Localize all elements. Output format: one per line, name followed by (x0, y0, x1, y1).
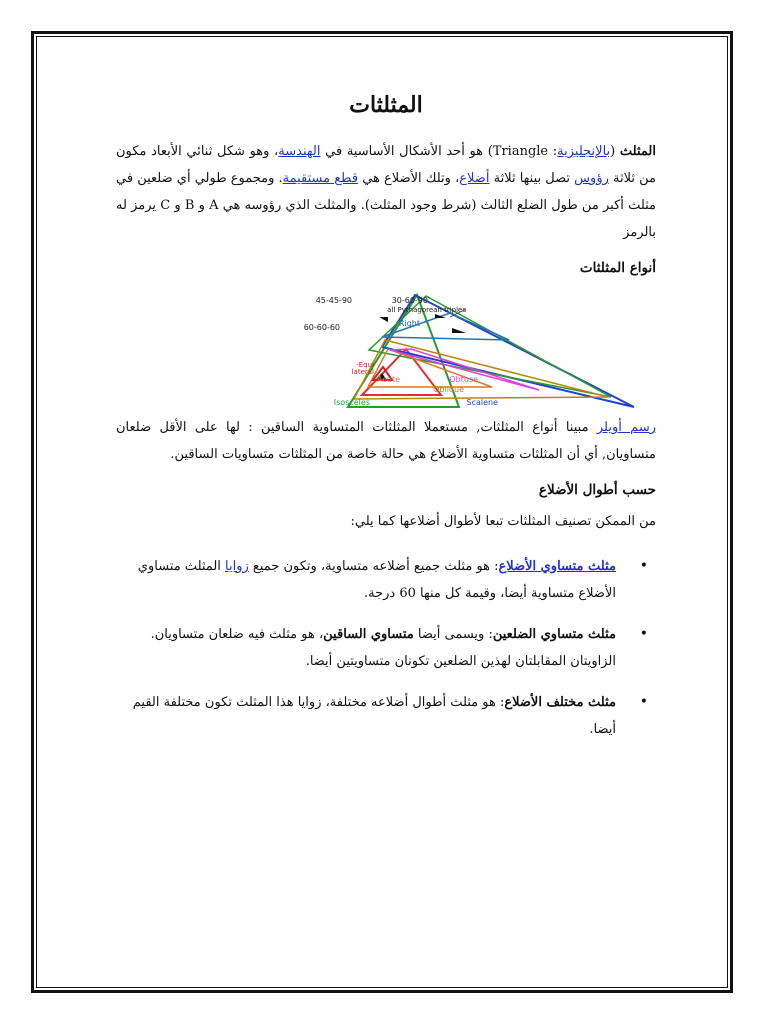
label-pythagorean: all Pythagorean triples (387, 306, 466, 314)
segments-link[interactable]: قطع مستقيمة (282, 171, 359, 186)
figure-caption: رسم أويلر مبينا أنواع المثلثات, مستعملا المثلثات المتساوية الساقين : لها على الأقل ضلعان متساويان, أي أن المثلثات متساوية الأضلاع هي حالة خاصة من المثلثات متساويات الساقين. (116, 420, 657, 462)
sides-heading: حسب أطوال الأضلاع (538, 482, 656, 498)
document-page (116, 92, 656, 757)
label-45-45-90: 45-45-90 (315, 296, 352, 305)
intro-paragraph: المثلث (بالإنجليزية: Triangle) هو أحد الأشكال الأساسية في الهندسة، وهو شكل ثنائي الأبعاد مكون من ثلاثة رؤوس تصل بينها ثلاثة أضلاع، وتلك الأضلاع هي قطع مستقيمة. ومجموع طولي أي ضلعين في مثلث أكبر من طول الضلع الثالث (شرط وجود المثلث). والمثلث الذي رؤوسه هي A و B و C يرمز له بالرمز (116, 144, 657, 240)
term-triangle: المثلث (619, 144, 656, 159)
label-scalene: Scalene (466, 398, 498, 407)
angles-link[interactable]: زوايا (225, 559, 249, 574)
euler-diagram-link[interactable]: رسم أويلر (596, 420, 657, 435)
list-item: • مثلث متساوي الأضلاع: هو مثلث جميع أضلاعه متساوية، وتكون جميع زوايا المثلث متساوي الأضلاع متساوية أيضا، وقيمة كل منها 60 درجة. (116, 553, 656, 607)
isosceles-term: مثلث متساوي الضلعين (492, 627, 616, 642)
right-angle-mark-c (452, 328, 466, 333)
types-heading: أنواع المثلثات (579, 260, 656, 276)
label-acute: Acute (377, 375, 400, 384)
triangle-types-svg (303, 286, 640, 410)
label-isosceles: Isosceles (333, 398, 370, 407)
label-oblique: Oblique (433, 385, 464, 394)
right-angle-mark-a (379, 317, 388, 322)
equilateral-link[interactable]: مثلث متساوي الأضلاع (498, 559, 616, 574)
euler-diagram (116, 286, 656, 410)
page-title: المثلثات (349, 92, 423, 118)
sides-intro: من الممكن تصنيف المثلثات تبعا لأطوال أضلاعها كما يلي: (350, 514, 656, 529)
isosceles-alt-term: متساوي الساقين (323, 627, 414, 642)
vertices-link[interactable]: رؤوس (574, 171, 609, 186)
label-equi: Equi- (356, 361, 374, 369)
list-item: • مثلث متساوي الضلعين: ويسمى أيضا متساوي الساقين، هو مثلث فيه ضلعان متساويان. الزاويتان المقابلتان لهذين الضلعين تكونان متساويتين أيضا. (116, 621, 656, 675)
bullet: • (639, 558, 648, 574)
label-right: Right (398, 319, 420, 328)
label-obtuse: Obtuse (449, 375, 478, 384)
english-word: : Triangle (492, 144, 558, 159)
label-lateral: lateral (351, 368, 374, 376)
list-item: • مثلث مختلف الأضلاع: هو مثلث أطوال أضلاعه مختلفة، زوايا هذا المثلث تكون مختلفة القيم أيضا. (116, 689, 656, 743)
english-link[interactable]: بالإنجليزية (557, 144, 611, 159)
geometry-link[interactable]: الهندسة (278, 144, 321, 159)
sides-link[interactable]: أضلاع (459, 171, 490, 186)
bullet: • (639, 626, 648, 642)
bullet: • (639, 694, 648, 710)
scalene-term: مثلث مختلف الأضلاع (504, 695, 616, 710)
label-60-60-60: 60-60-60 (303, 323, 340, 332)
classification-list (116, 553, 656, 743)
label-30-60-90: 30-60-90 (391, 296, 428, 305)
